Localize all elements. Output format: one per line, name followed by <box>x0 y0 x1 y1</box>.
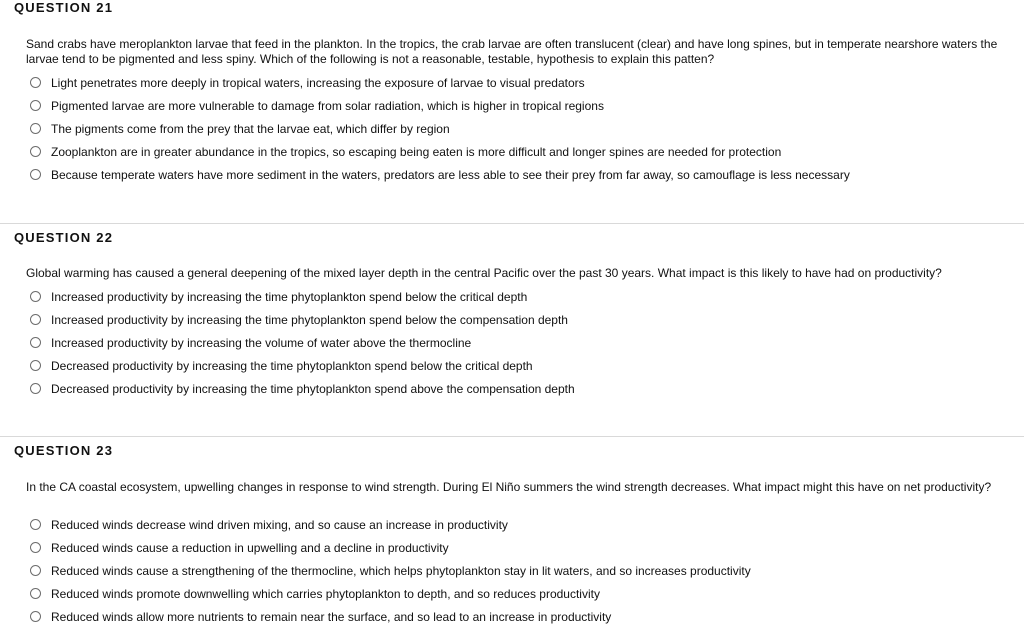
answer-option[interactable] <box>30 308 1020 331</box>
question-header <box>0 0 1024 20</box>
question-23 <box>0 436 1024 624</box>
option-label: The pigments come from the prey that the larvae eat, which differ by region <box>51 121 450 136</box>
option-label: Reduced winds promote downwelling which carries phytoplankton to depth, and so reduces productivity <box>51 586 600 601</box>
question-text: Sand crabs have meroplankton larvae that feed in the plankton. In the tropics, the crab larvae are often translucent (clear) and have long spines, but in temperate nearshore waters the larvae tend to be pigmented and less spiny. Which of the following is not a reasonable, testable, hypothesis to explain this patten? <box>26 37 998 66</box>
radio-button[interactable] <box>30 123 41 134</box>
radio-button[interactable] <box>30 337 41 348</box>
answer-option[interactable] <box>30 536 1020 559</box>
answer-options <box>30 513 1020 628</box>
option-label: Increased productivity by increasing the time phytoplankton spend below the compensation depth <box>51 312 568 327</box>
radio-button[interactable] <box>30 565 41 576</box>
radio-button[interactable] <box>30 291 41 302</box>
answer-option[interactable] <box>30 559 1020 582</box>
radio-button[interactable] <box>30 611 41 622</box>
option-label: Because temperate waters have more sediment in the waters, predators are less able to see their prey from far away, so camouflage is less necessary <box>51 167 850 182</box>
question-21 <box>0 0 1024 182</box>
option-label: Decreased productivity by increasing the time phytoplankton spend below the critical depth <box>51 358 533 373</box>
radio-button[interactable] <box>30 169 41 180</box>
radio-button[interactable] <box>30 77 41 88</box>
radio-button[interactable] <box>30 100 41 111</box>
option-label: Pigmented larvae are more vulnerable to damage from solar radiation, which is higher in tropical regions <box>51 98 604 113</box>
answer-option[interactable] <box>30 377 1020 400</box>
question-title: QUESTION 21 <box>14 0 114 15</box>
question-text: Global warming has caused a general deepening of the mixed layer depth in the central Pacific over the past 30 years. What impact is this likely to have had on productivity? <box>26 266 942 280</box>
option-label: Light penetrates more deeply in tropical waters, increasing the exposure of larvae to visual predators <box>51 75 585 90</box>
option-label: Increased productivity by increasing the volume of water above the thermocline <box>51 335 472 350</box>
answer-option[interactable] <box>30 140 1020 163</box>
option-label: Increased productivity by increasing the time phytoplankton spend below the critical depth <box>51 289 528 304</box>
radio-button[interactable] <box>30 383 41 394</box>
radio-button[interactable] <box>30 146 41 157</box>
question-title: QUESTION 22 <box>14 230 114 245</box>
question-header <box>0 436 1024 457</box>
option-label: Reduced winds cause a strengthening of the thermocline, which helps phytoplankton stay in lit waters, and so increases productivity <box>51 563 751 578</box>
option-label: Reduced winds decrease wind driven mixing, and so cause an increase in productivity <box>51 517 508 532</box>
radio-button[interactable] <box>30 519 41 530</box>
option-label: Zooplankton are in greater abundance in the tropics, so escaping being eaten is more difficult and longer spines are needed for protection <box>51 144 782 159</box>
answer-option[interactable] <box>30 71 1020 94</box>
answer-option[interactable] <box>30 582 1020 605</box>
radio-button[interactable] <box>30 314 41 325</box>
option-label: Reduced winds cause a reduction in upwelling and a decline in productivity <box>51 540 449 555</box>
question-header <box>0 223 1024 244</box>
option-label: Decreased productivity by increasing the time phytoplankton spend above the compensation depth <box>51 381 575 396</box>
answer-option[interactable] <box>30 285 1020 308</box>
answer-option[interactable] <box>30 605 1020 628</box>
radio-button[interactable] <box>30 588 41 599</box>
question-22 <box>0 223 1024 396</box>
answer-option[interactable] <box>30 117 1020 140</box>
answer-option[interactable] <box>30 331 1020 354</box>
radio-button[interactable] <box>30 542 41 553</box>
question-title: QUESTION 23 <box>14 443 114 458</box>
radio-button[interactable] <box>30 360 41 371</box>
answer-option[interactable] <box>30 513 1020 536</box>
answer-option[interactable] <box>30 163 1020 186</box>
answer-option[interactable] <box>30 94 1020 117</box>
answer-options <box>30 285 1020 400</box>
question-text: In the CA coastal ecosystem, upwelling changes in response to wind strength. During El Niño summers the wind strength decreases. What impact might this have on net productivity? <box>26 480 992 494</box>
answer-option[interactable] <box>30 354 1020 377</box>
option-label: Reduced winds allow more nutrients to remain near the surface, and so lead to an increase in productivity <box>51 609 612 624</box>
answer-options <box>30 71 1020 186</box>
